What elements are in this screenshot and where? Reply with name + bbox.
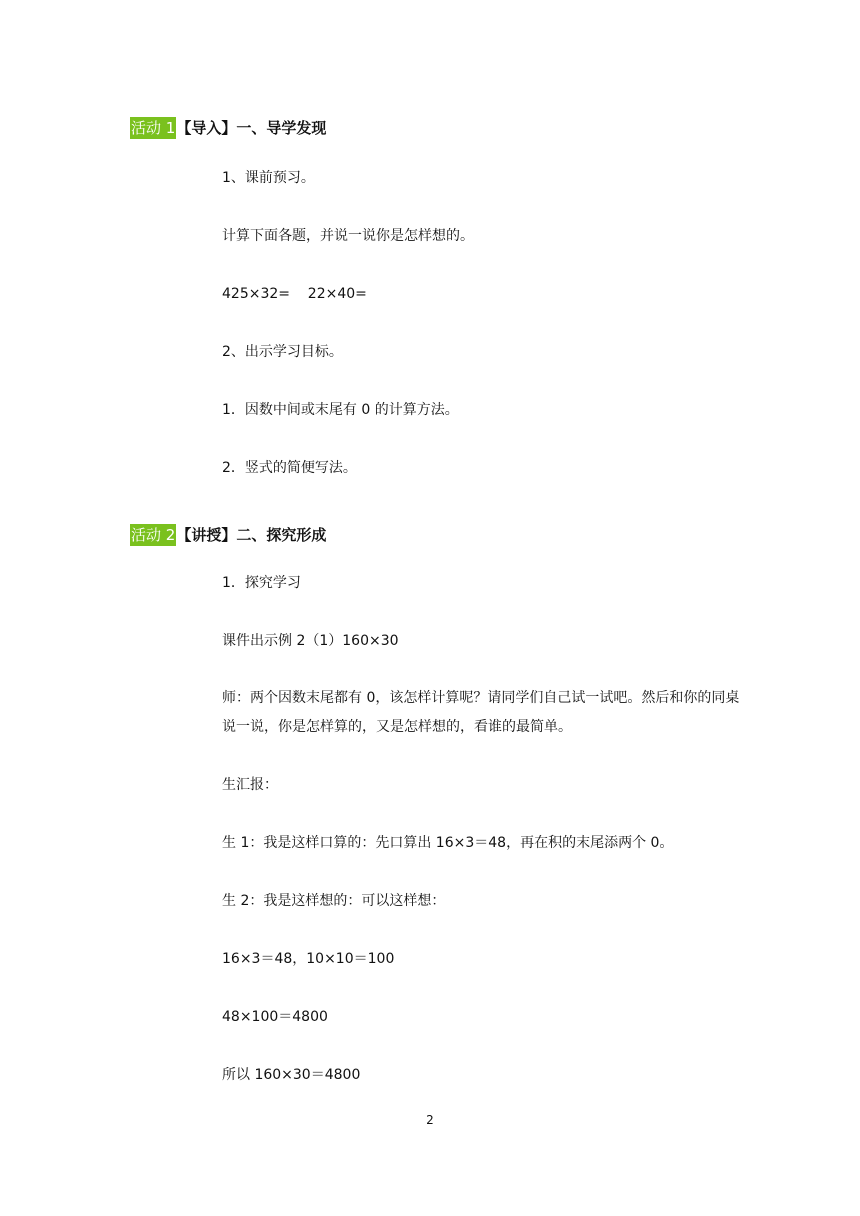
text-line: 1、课前预习。 <box>222 170 315 186</box>
text-line: 1．因数中间或末尾有 0 的计算方法。 <box>222 402 459 418</box>
section-heading-1 <box>130 117 326 139</box>
activity-tag-1: 活动 1 <box>131 119 176 137</box>
activity-tag-2: 活动 2 <box>131 526 176 544</box>
text-line: 1．探究学习 <box>222 575 301 591</box>
text-line: 生 1：我是这样口算的：先口算出 16×3＝48，再在积的末尾添两个 0。 <box>222 835 674 851</box>
text-line: 课件出示例 2（1）160×30 <box>222 633 399 649</box>
page-number: 2 <box>426 1113 434 1127</box>
text-line: 48×100＝4800 <box>222 1009 328 1025</box>
text-line: 425×32= 22×40= <box>222 286 367 302</box>
section-title-2: 【讲授】二、探究形成 <box>176 526 327 544</box>
text-line: 2．竖式的简便写法。 <box>222 460 357 476</box>
text-line: 2、出示学习目标。 <box>222 344 343 360</box>
text-paragraph: 师：两个因数末尾都有 0，该怎样计算呢？请同学们自己试一试吧。然后和你的同桌说一说，你是怎样算的，又是怎样想的，看谁的最简单。 <box>222 690 740 735</box>
text-line: 所以 160×30＝4800 <box>222 1067 361 1083</box>
text-line: 生 2：我是这样想的：可以这样想： <box>222 893 446 909</box>
section-title-1: 【导入】一、导学发现 <box>176 119 327 137</box>
text-line: 计算下面各题，并说一说你是怎样想的。 <box>222 228 474 244</box>
section-heading-2 <box>130 524 326 546</box>
text-line: 生汇报： <box>222 777 278 793</box>
text-line: 16×3＝48，10×10＝100 <box>222 951 395 967</box>
